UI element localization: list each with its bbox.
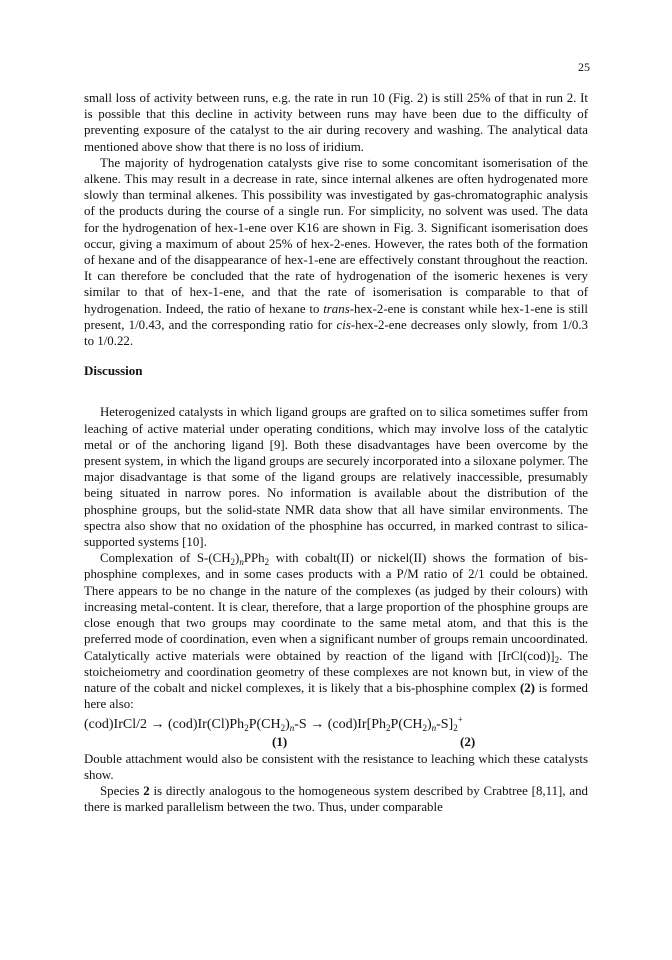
reaction-equation (84, 714, 588, 734)
cis-prefix: cis (336, 317, 351, 332)
page-number: 25 (578, 60, 590, 74)
body-text (84, 90, 588, 815)
paragraph-4-start: Complexation of S-(CH (100, 551, 231, 566)
paragraph-4-text-b: . The stoicheiometry and coordination geometry of these complexes are not known but, in view of the nature of the cobalt and nickel complexes, it is likely that a bis-phosphine complex (84, 648, 588, 695)
paragraph-2 (84, 155, 588, 349)
section-heading-discussion: Discussion (84, 363, 143, 379)
paragraph-1: small loss of activity between runs, e.g. the rate in run 10 (Fig. 2) is still 25% of that in run 2. It is possible that this decline in activity between runs may have been due to the difficulty of preventing exposure of the catalyst to the air during recovery and washing. The analytical data mentioned above show that there is no loss of iridium. (84, 91, 588, 154)
equation-labels (84, 734, 588, 751)
paragraph-6: Species 2 is directly analogous to the homogeneous system described by Crabtree [8,11], and there is marked parallelism between the two. Thus, under comparable (84, 783, 588, 815)
paragraph-4-text-a: with cobalt(II) or nickel(II) shows the formation of bis-phosphine complexes, and in some cases products with a P/M ratio of 2/1 could be obtained. There appears to be no change in the nature of the complexes (as judged by their colours) with increasing metal-content. It is clear, therefore, that a large proportion of the phosphine groups are close enough that two groups may coordinate to the same metal atom, and that this is the preferred mode of coordination, even when a significant number of groups remain uncoordinated. Catalytically active materials were obtained by reaction of the ligand with [IrCl(cod)] (84, 551, 588, 663)
paragraph-3: Heterogenized catalysts in which ligand groups are grafted on to silica sometimes suffer from leaching of active material under operating conditions, which may involve loss of the catalytic metal or of the anchoring ligand [9]. Both these disadvantages have been overcome by the present system, in which the ligand groups are securely incorporated into a siloxane polymer. The major disadvantage is that some of the ligand groups are relatively inaccessible, presumably being situated in narrow pores. No information is available about the distribution of the phosphine groups, but the solid-state NMR data show that all have similar environments. The spectra also show that no oxidation of the phosphine has occurred, in marked contrast to silica-supported systems [10]. (84, 405, 588, 550)
equation-label-2: (2) (460, 733, 476, 749)
paragraph-4: Complexation of $S-(CH_2)_nPPh_2$ with cobalt(II) or nickel(II) shows the formation of bis-phosphine complexes, and in some cases products with a P/M ratio of 2/1 could be obtained. There appears to be no change in the nature of the complexes (as judged by their colours) with increasing metal-content. It is clear, therefore, that a large proportion of the phosphine groups are close enough that two groups may coordinate to the same metal atom, and that this is the preferred mode of coordination, even when a significant number of groups remain uncoordinated. Catalytically active materials were obtained by reaction of the ligand with $[IrCl(cod)]_2$. The stoicheiometry and coordination geometry of these complexes are not known but, in view of the nature of the cobalt and nickel complexes, it is likely that a bis-phosphine complex (2) is formed here also: (84, 551, 588, 712)
equation-label-1: (1) (272, 733, 288, 749)
paragraph-5: Double attachment would also be consistent with the resistance to leaching which these catalysts show. (84, 751, 588, 782)
paragraph-4-pph: PPh (243, 551, 265, 566)
paragraph-2-text-b: -hex-2-ene is constant while hex-1-ene is still present, 1/0.43, and the corresponding ratio for (84, 301, 588, 332)
species-2-label: 2 (143, 783, 150, 798)
equation-text: (cod)IrCl/2 → $(cod)Ir(Cl)Ph_2P(CH_2)_n-S \to (cod)Ir[Ph_2P(CH_2)_n-S]_2^+$ (84, 714, 463, 734)
paragraph-2-text-c: -hex-2-ene decreases only slowly, from 1/0.3 to 1/0.22. (84, 317, 588, 349)
trans-prefix: trans (323, 301, 350, 316)
paragraph-2-text-a: The majority of hydrogenation catalysts give rise to some concomitant isomerisation of the alkene. This may result in a decrease in rate, since internal alkenes are often hydrogenated more slowly than terminal alkenes. This possibility was investigated by gas-chromatographic analysis of the products during the course of a single run. For simplicity, no solvent was used. The data for the hydrogenation of hex-1-ene over K16 are shown in Fig. 3. Significant isomerisation does occur, giving a maximum of about 25% of hex-2-enes. However, the rates both of the formation of hexane and of the disappearance of hex-1-ene are effectively constant throughout the reaction. It can therefore be concluded that the rate of hydrogenation of the isomeric hexenes is very similar to that of hex-1-ene, and that the rate of isomerisation is comparable to that of hydrogenation. Indeed, the ratio of hexane to (84, 155, 588, 316)
complex-label-2: (2) (519, 680, 535, 695)
paragraph-4-text-c: is formed here also: (84, 680, 588, 712)
